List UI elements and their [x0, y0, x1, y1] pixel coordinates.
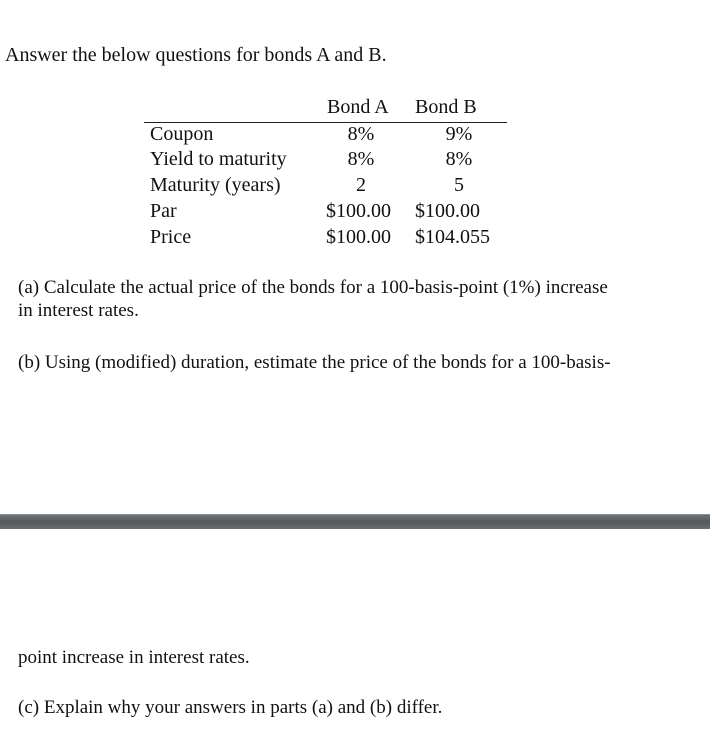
row-label-price: Price: [150, 226, 192, 248]
question-b-line2: point increase in interest rates.: [18, 647, 250, 668]
cell-coupon-a: 8%: [347, 123, 375, 145]
cell-maturity-b: 5: [454, 174, 464, 196]
page-divider: [0, 514, 710, 529]
question-a-line2: in interest rates.: [18, 300, 139, 321]
cell-ytm-a: 8%: [347, 148, 375, 170]
cell-price-b: $104.055: [415, 226, 490, 248]
question-b-line1: (b) Using (modified) duration, estimate the price of the bonds for a 100-basis-: [18, 352, 611, 373]
header-bond-b: Bond B: [415, 96, 477, 118]
question-a-line1: (a) Calculate the actual price of the bonds for a 100-basis-point (1%) increase: [18, 277, 608, 298]
cell-par-a: $100.00: [326, 200, 391, 222]
cell-coupon-b: 9%: [445, 123, 473, 145]
row-label-coupon: Coupon: [150, 123, 214, 145]
header-bond-a: Bond A: [327, 96, 389, 118]
row-label-ytm: Yield to maturity: [150, 148, 287, 170]
cell-price-a: $100.00: [326, 226, 391, 248]
intro-text: Answer the below questions for bonds A and B.: [5, 44, 387, 66]
question-c-line1: (c) Explain why your answers in parts (a) and (b) differ.: [18, 697, 443, 718]
cell-par-b: $100.00: [415, 200, 480, 222]
cell-ytm-b: 8%: [445, 148, 473, 170]
cell-maturity-a: 2: [356, 174, 366, 196]
row-label-maturity: Maturity (years): [150, 174, 281, 196]
row-label-par: Par: [150, 200, 177, 222]
